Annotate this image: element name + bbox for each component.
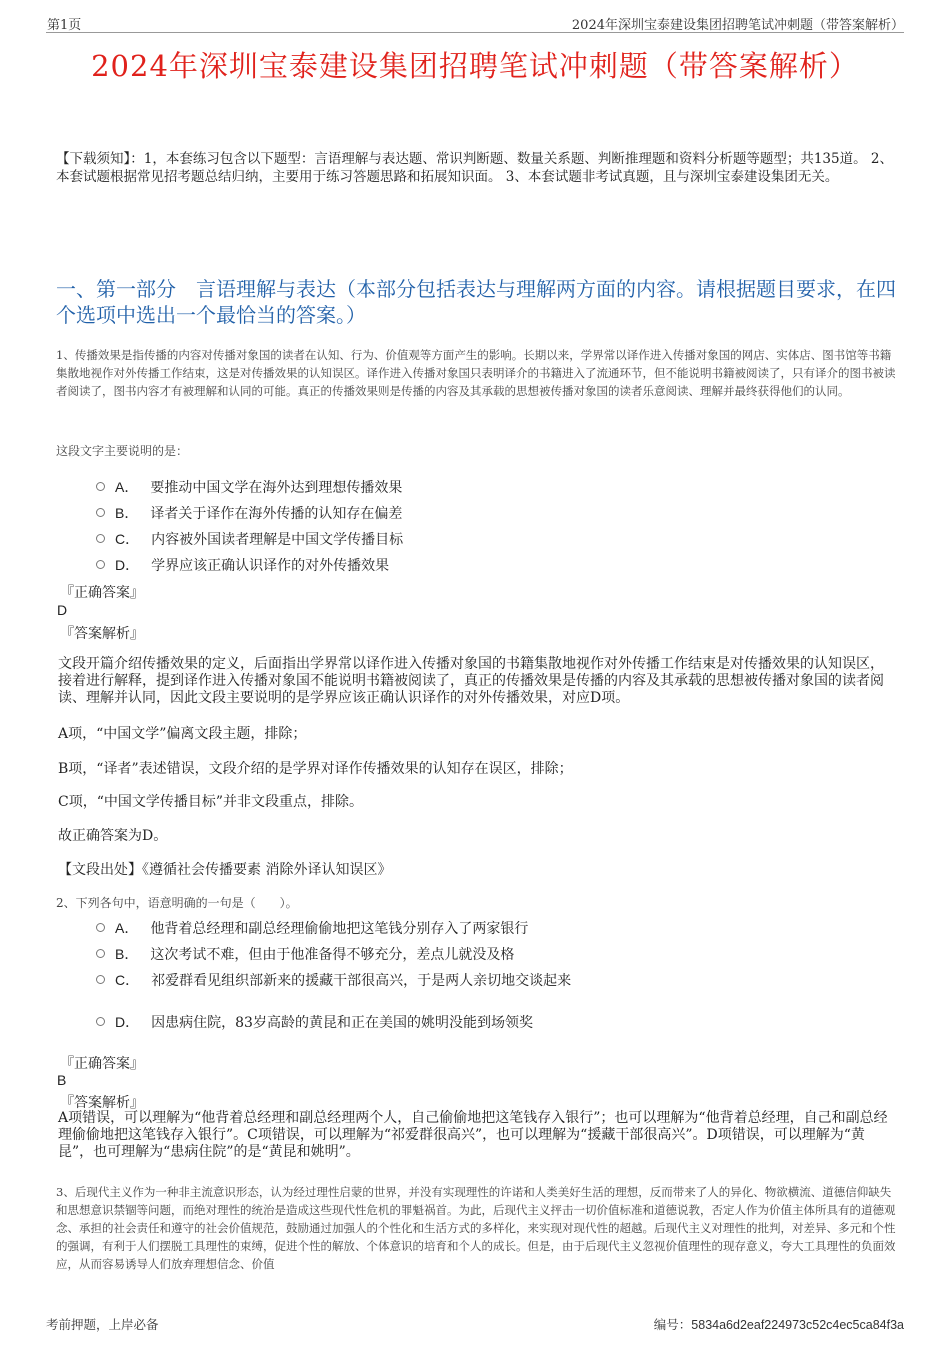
footer-code — [654, 1315, 904, 1333]
running-header-title: 2024年深圳宝泰建设集团招聘笔试冲刺题（带答案解析） — [571, 18, 904, 33]
q2-stem: 2、下列各句中，语意明确的一句是（ ）。 — [56, 896, 298, 910]
radio-icon[interactable] — [96, 923, 105, 932]
q2-analysis-label: 『答案解析』 — [60, 1095, 144, 1111]
q1-option-a[interactable]: A． 要推动中国文学在海外达到理想传播效果 — [96, 477, 402, 497]
radio-icon[interactable] — [96, 949, 105, 958]
download-notice: 【下载须知】：1，本套练习包含以下题型：言语理解与表达题、常识判断题、数量关系题、判断推理题和资料分析题等题型；共135道。 2、本套试题根据常见招考题总结归纳，主要用于练习答题思路和拓展知识面。 3、本套试题非考试真题，且与深圳宝泰建设集团无关。 — [56, 151, 893, 185]
q1-stem: 1、传播效果是指传播的内容对传播对象国的读者在认知、行为、价值观等方面产生的影响。长期以来，学界常以译作进入传播对象国的网店、实体店、图书馆等书籍集散地视作对外传播工作结束，这是对传播效果的认知误区。译作进入传播对象国只表明译介的书籍进入了流通环节，但不能说明书籍被阅读了，只有译介的图书被读者阅读了，图书内容才有被理解和认同的可能。真正的传播效果则是传播的内容及其承载的思想被传播对象国的读者乐意阅读、理解并最终获得他们的认同。 — [56, 348, 896, 398]
q1-answer: D — [57, 602, 68, 618]
q2-answer-label: 『正确答案』 — [60, 1056, 144, 1072]
footer-slogan: 考前押题，上岸必备 — [46, 1317, 159, 1332]
q1-analysis-label: 『答案解析』 — [60, 626, 144, 642]
radio-icon[interactable] — [96, 508, 105, 517]
radio-icon[interactable] — [96, 1017, 105, 1026]
radio-icon[interactable] — [96, 534, 105, 543]
q2-option-d[interactable]: D． 因患病住院，83岁高龄的黄昆和正在美国的姚明没能到场领奖 — [96, 1012, 533, 1032]
footer-code-value: 5834a6d2eaf224973c52c4ec5ca84f3a — [691, 1318, 904, 1332]
q1-note-a: A项，“中国文学”偏离文段主题，排除； — [58, 726, 307, 742]
header-divider — [46, 32, 904, 33]
q2-answer: B — [57, 1072, 67, 1088]
q1-note-c: C项，“中国文学传播目标”并非文段重点，排除。 — [58, 794, 364, 810]
footer-code-label: 编号： — [653, 1317, 692, 1332]
radio-icon[interactable] — [96, 560, 105, 569]
q1-analysis: 文段开篇介绍传播效果的定义，后面指出学界常以译作进入传播对象国的书籍集散地视作对外传播工作结束是对传播效果的认知误区，接着进行解释，提到译作进入传播对象国不能说明书籍被阅读了，真正的传播效果是传播的内容及其承载的思想被传播对象国的读者阅读、理解并认同，因此文段主要说明的是学界应该正确认识译作的对外传播效果，对应D项。 — [58, 656, 884, 706]
q1-answer-label: 『正确答案』 — [60, 585, 144, 601]
page-number: 第1页 — [47, 18, 82, 33]
q2-option-a[interactable]: A． 他背着总经理和副总经理偷偷地把这笔钱分别存入了两家银行 — [96, 918, 528, 938]
q2-option-b[interactable]: B． 这次考试不难，但由于他准备得不够充分，差点儿就没及格 — [96, 944, 514, 964]
q1-option-c[interactable]: C． 内容被外国读者理解是中国文学传播目标 — [96, 529, 403, 549]
q1-prompt: 这段文字主要说明的是： — [56, 444, 189, 458]
section-heading: 一、第一部分 言语理解与表达（本部分包括表达与理解两方面的内容。请根据题目要求，在四个选项中选出一个最恰当的答案。） — [56, 277, 896, 327]
q1-note-b: B项，“译者”表述错误，文段介绍的是学界对译作传播效果的认知存在误区，排除； — [58, 761, 573, 777]
radio-icon[interactable] — [96, 482, 105, 491]
q2-analysis: A项错误，可以理解为“他背着总经理和副总经理两个人，自己偷偷地把这笔钱存入银行”；也可以理解为“他背着总经理，自己和副总经理偷偷地把这笔钱存入银行”。C项错误，可以理解为“祁爱群很高兴”，也可以理解为“援藏干部很高兴”。D项错误，可以理解为“黄昆”，也可理解为“患病住院”的是“黄昆和姚明”。 — [58, 1110, 888, 1160]
q2-option-c[interactable]: C． 祁爱群看见组织部新来的援藏干部很高兴，于是两人亲切地交谈起来 — [96, 970, 571, 990]
q1-source: 【文段出处】《遵循社会传播要素 消除外译认知误区》 — [58, 862, 392, 878]
q1-option-b[interactable]: B． 译者关于译作在海外传播的认知存在偏差 — [96, 503, 402, 523]
q3-stem: 3、后现代主义作为一种非主流意识形态，认为经过理性启蒙的世界，并没有实现理性的许诺和人类美好生活的理想，反而带来了人的异化、物欲横流、道德信仰缺失和思想意识禁锢等问题，而绝对理性的统治是造成这些现代性危机的罪魁祸首。为此，后现代主义抨击一切价值标准和道德说教，否定人作为价值主体所具有的道德观念、承担的社会责任和遵守的社会价值规范，鼓励通过加强人的个性化和生活方式的多样化，来实现对现代性的超越。后现代主义对理性的批判，对差异、多元和个性的强调，有利于人们摆脱工具理性的束缚，促进个性的解放、个体意识的培育和个人的成长。但是，由于后现代主义忽视价值理性的现存意义，夸大工具理性的负面效应，从而容易诱导人们放弃理想信念、价值 — [56, 1185, 896, 1271]
radio-icon[interactable] — [96, 975, 105, 984]
page-title: 2024年深圳宝泰建设集团招聘笔试冲刺题（带答案解析） — [91, 49, 859, 83]
q1-option-d[interactable]: D． 学界应该正确认识译作的对外传播效果 — [96, 555, 389, 575]
q1-conclusion: 故正确答案为D。 — [58, 828, 168, 844]
